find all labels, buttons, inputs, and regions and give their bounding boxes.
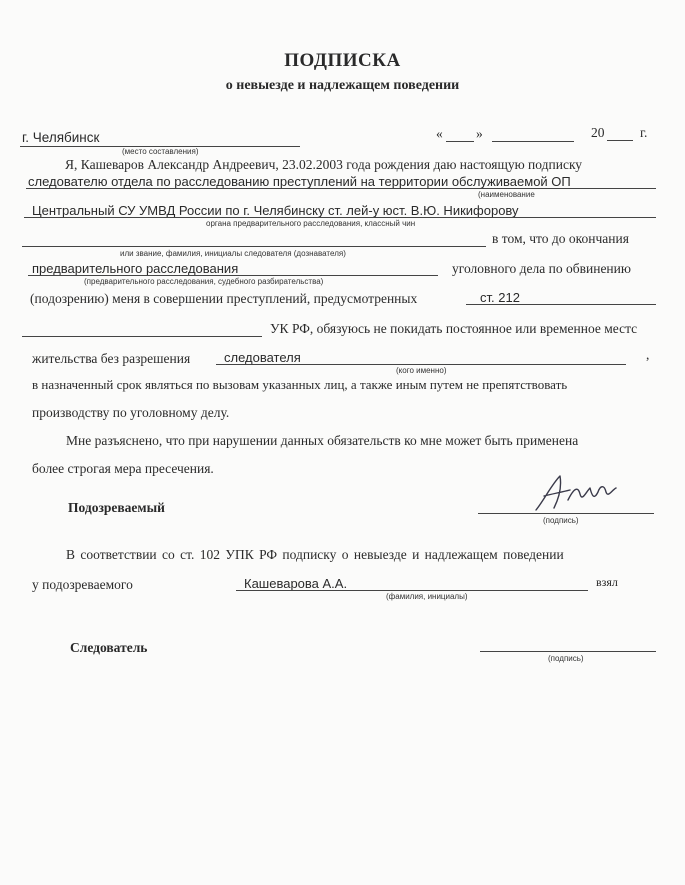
body-line-5-fill: предварительного расследования bbox=[32, 261, 239, 276]
investigator-label: Следователь bbox=[70, 640, 148, 655]
body-line-6-rule bbox=[466, 304, 656, 305]
body-line-5-text: уголовного дела по обвинению bbox=[452, 261, 631, 276]
place-value: г. Челябинск bbox=[22, 130, 100, 145]
document-subtitle: о невыезде и надлежащем поведении bbox=[225, 78, 460, 93]
body-line-3: Центральный СУ УМВД России по г. Челябинску ст. лей-у юст. В.Ю. Никифорову bbox=[32, 203, 519, 218]
body-line-8-fill: следователя bbox=[224, 350, 301, 365]
body-line-12: более строгая мера пресечения. bbox=[32, 461, 214, 476]
body-line-9: в назначенный срок являться по вызовам указанных лиц, а также иным путем не препятствовать bbox=[32, 377, 568, 392]
date-year-prefix: 20 bbox=[591, 125, 605, 140]
date-month-line bbox=[492, 141, 574, 142]
suspect-signature-caption: (подпись) bbox=[543, 516, 579, 525]
acceptance-line-2-rule bbox=[236, 590, 588, 591]
body-line-6-text: (подозрению) меня в совершении преступлений, предусмотренных bbox=[30, 291, 418, 306]
body-line-8-text: жительства без разрешения bbox=[32, 351, 191, 366]
body-line-6-fill: ст. 212 bbox=[480, 290, 520, 305]
body-line-8-rule bbox=[216, 364, 626, 365]
body-line-4-rule bbox=[22, 246, 486, 247]
investigator-signature-caption: (подпись) bbox=[548, 654, 584, 663]
acceptance-line-1: В соответствии со ст. 102 УПК РФ подписку о невыезде и надлежащем поведении bbox=[66, 547, 564, 562]
caption-naimenovanie: (наименование bbox=[478, 190, 535, 199]
acceptance-line-2-fill: Кашеварова А.А. bbox=[244, 576, 348, 591]
body-line-3-rule bbox=[24, 217, 656, 218]
acceptance-line-2-end: взял bbox=[596, 575, 618, 589]
body-line-2: следователю отдела по расследованию преступлений на территории обслуживаемой ОП bbox=[28, 174, 571, 189]
acceptance-caption: (фамилия, инициалы) bbox=[386, 592, 468, 601]
caption-predv: (предварительного расследования, судебного разбирательства) bbox=[84, 277, 324, 286]
body-text-v-tom: в том, что до окончания bbox=[492, 231, 629, 246]
caption-zvanie: или звание, фамилия, инициалы следователя (дознавателя) bbox=[120, 249, 346, 258]
date-day-line bbox=[446, 141, 474, 142]
body-line-7-text: УК РФ, обязуюсь не покидать постоянное или временное местс bbox=[270, 321, 638, 336]
date-year-suffix: г. bbox=[640, 125, 648, 140]
date-year-line bbox=[607, 140, 633, 141]
body-line-10: производству по уголовному делу. bbox=[32, 405, 230, 420]
document-title: ПОДПИСКА bbox=[284, 50, 401, 71]
suspect-signature-mark bbox=[530, 470, 622, 516]
investigator-signature-line bbox=[480, 651, 656, 652]
body-line-7-rule bbox=[22, 336, 262, 337]
date-close-quote: » bbox=[476, 126, 483, 141]
place-caption: (место составления) bbox=[122, 147, 199, 156]
date-open-quote: « bbox=[436, 126, 443, 141]
body-line-1: Я, Кашеваров Александр Андреевич, 23.02.2003 года рождения даю настоящую подписку bbox=[65, 157, 583, 172]
body-line-11: Мне разъяснено, что при нарушении данных обязательств ко мне может быть применена bbox=[66, 433, 579, 448]
body-line-8-comma: , bbox=[646, 347, 650, 362]
body-line-5-rule bbox=[28, 275, 438, 276]
caption-organ: органа предварительного расследования, классный чин bbox=[206, 219, 416, 228]
suspect-label: Подозреваемый bbox=[68, 500, 165, 515]
acceptance-line-2-text: у подозреваемого bbox=[32, 577, 133, 592]
body-line-2-rule bbox=[26, 188, 656, 189]
caption-kogo: (кого именно) bbox=[396, 366, 447, 375]
